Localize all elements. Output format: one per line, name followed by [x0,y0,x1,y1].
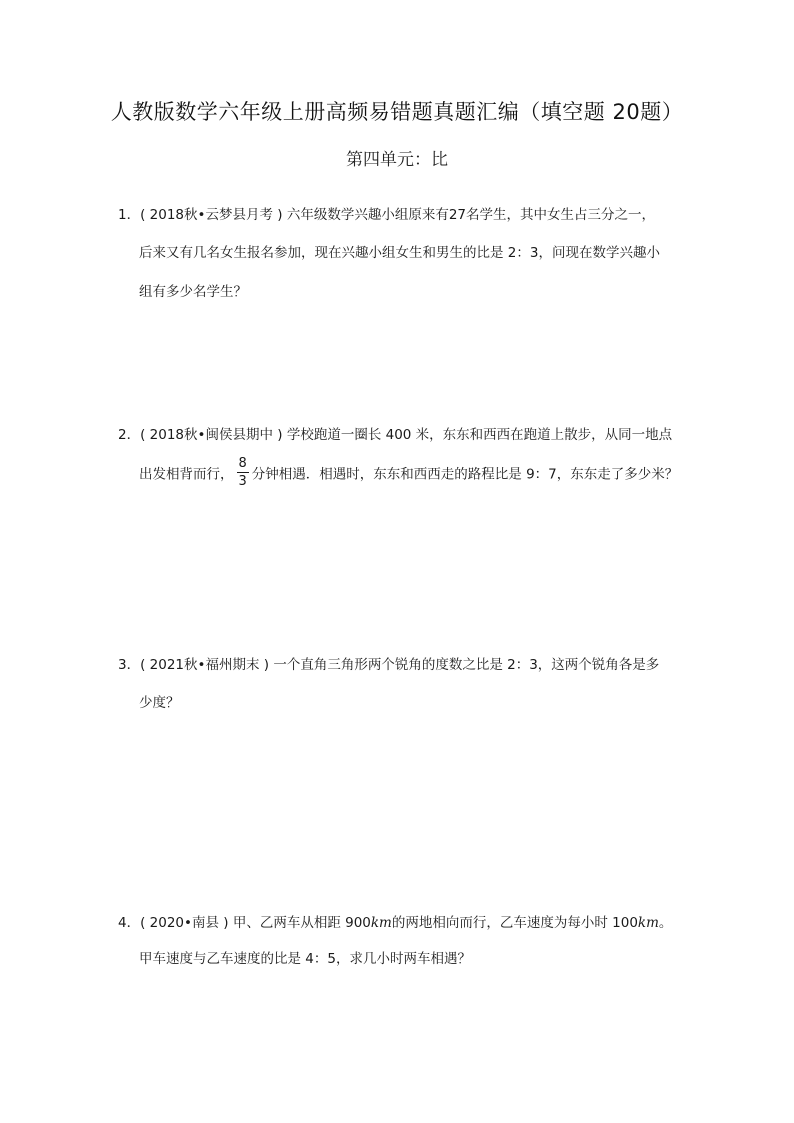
question-4-line-1-before: 4．( 2020•南县 ) 甲、乙两车从相距 900 [118,915,371,931]
question-1-line-1: 1．( 2018秋•云梦县月考 ) 六年级数学兴趣小组原来有27名学生，其中女生占三分之一， [118,207,655,223]
fraction-denominator: 3 [238,474,247,489]
question-2-line-2-before: 出发相背而行， [139,466,234,483]
question-1-line-3: 组有多少名学生？ [139,284,247,300]
fraction-numerator: 8 [238,456,247,471]
question-1-line-2: 后来又有几名女生报名参加，现在兴趣小组女生和男生的比是 2：3，问现在数学兴趣小 [139,245,660,261]
question-4-line-1-after: 。 [658,915,673,931]
question-4-line-1 [118,911,672,931]
question-3-line-1: 3．( 2021秋•福州期末 ) 一个直角三角形两个锐角的度数之比是 2：3，这两个锐角各是多 [118,657,660,673]
question-2-line-2 [139,456,679,490]
fraction-eight-thirds [237,457,249,488]
question-2-line-1: 2．( 2018秋•闽侯县期中 ) 学校跑道一圈长 400 米，东东和西西在跑道上散步，从同一地点 [118,427,673,443]
question-4-line-1-middle: 的两地相向而行，乙车速度为每小时 100 [391,915,638,931]
unit-subtitle: 第四单元：比 [346,150,448,170]
unit-km-1: km [370,915,392,931]
document-title: 人教版数学六年级上册高频易错题真题汇编（填空题 20题） [110,100,684,124]
question-3-line-2: 少度？ [139,695,180,711]
question-4-line-2: 甲车速度与乙车速度的比是 4：5，求几小时两车相遇？ [139,951,471,967]
question-2-line-2-after: 分钟相遇．相遇时，东东和西西走的路程比是 9：7，东东走了多少米？ [251,466,679,483]
unit-km-2: km [637,915,659,931]
